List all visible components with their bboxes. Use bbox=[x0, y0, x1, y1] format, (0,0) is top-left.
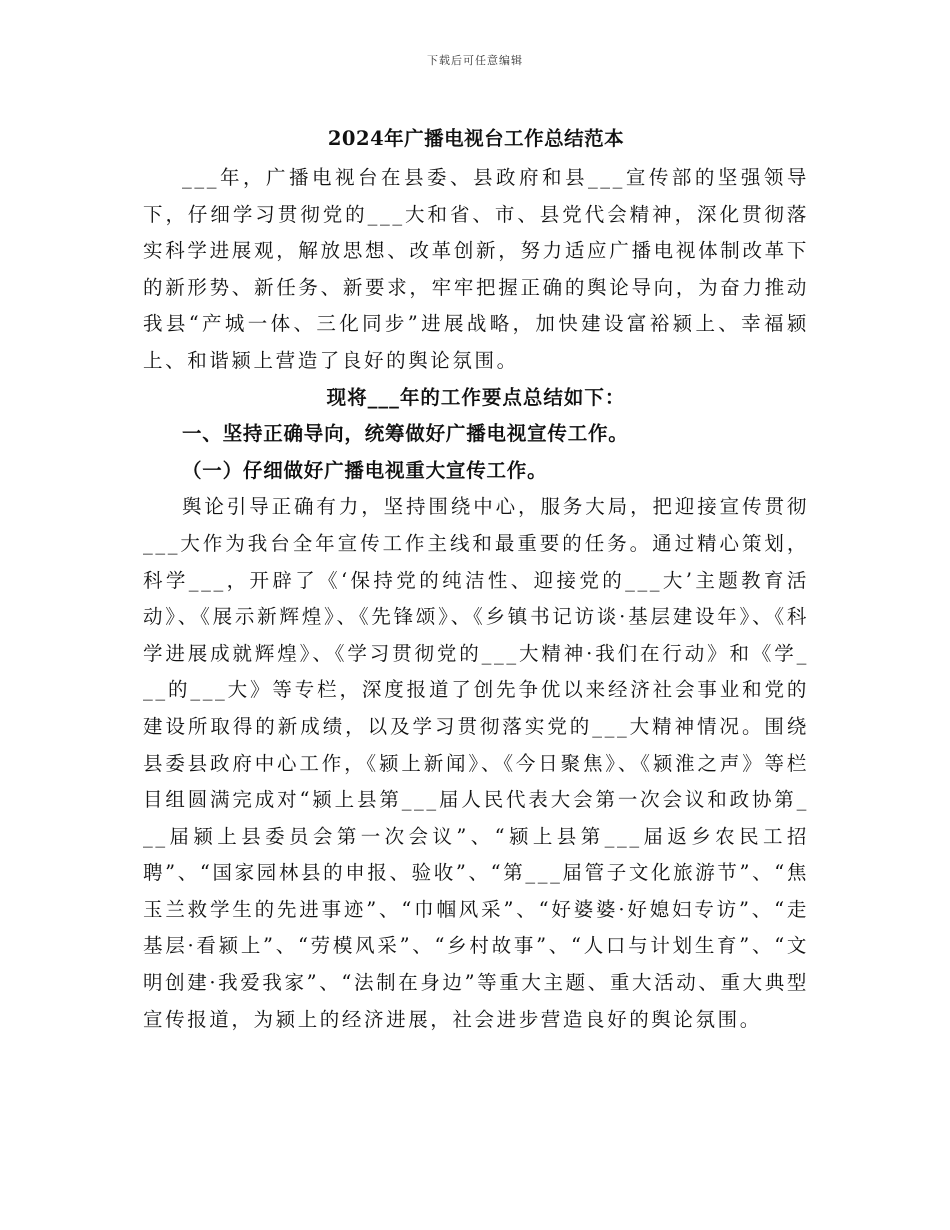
subsection-heading-1: （一）仔细做好广播电视重大宣传工作。 bbox=[182, 458, 548, 482]
section-heading-1: 一、坚持正确导向，统筹做好广播电视宣传工作。 bbox=[182, 422, 629, 446]
summary-heading: 现将___年的工作要点总结如下： bbox=[326, 385, 626, 409]
document-body bbox=[143, 122, 809, 1038]
intro-paragraph: ___年，广播电视台在县委、县政府和县___宣传部的坚强领导下，仔细学习贯彻党的___大和省、市、县党代会精神，深化贯彻落实科学进展观，解放思想、改革创新，努力适应广播电视体制改革下的新形势、新任务、新要求，牢牢把握正确的舆论导向，为奋力推动我县“产城一体、三化同步”进展战略，加快建设富裕颍上、幸福颍上、和谐颍上营造了良好的舆论氛围。 bbox=[143, 166, 809, 372]
document-title: 2024年广播电视台工作总结范本 bbox=[327, 127, 625, 150]
subsection-paragraph-1: 舆论引导正确有力，坚持围绕中心，服务大局，把迎接宣传贯彻___大作为我台全年宣传工作主线和最重要的任务。通过精心策划，科学___，开辟了《‘保持党的纯洁性、迎接党的___大’主题教育活动》、《展示新辉煌》、《先锋颂》、《乡镇书记访谈·基层建设年》、《科学进展成就辉煌》、《学习贯彻党的___大精神·我们在行动》和《学___的___大》等专栏，深度报道了创先争优以来经济社会事业和党的建设所取得的新成绩，以及学习贯彻落实党的___大精神情况。围绕县委县政府中心工作，《颍上新闻》、《今日聚焦》、《颍淮之声》等栏目组圆满完成对“颍上县第___届人民代表大会第一次会议和政协第___届颍上县委员会第一次会议”、“颍上县第___届返乡农民工招聘”、“国家园林县的申报、验收”、“第___届管子文化旅游节”、“焦玉兰救学生的先进事迹”、“巾帼风采”、“好婆婆·好媳妇专访”、“走基层·看颍上”、“劳模风采”、“乡村故事”、“人口与计划生育”、“文明创建·我爱我家”、“法制在身边”等重大主题、重大活动、重大典型宣传报道，为颍上的经济进展，社会进步营造良好的舆论氛围。 bbox=[143, 495, 809, 1031]
page-header: 下载后可任意编辑 bbox=[427, 54, 523, 67]
